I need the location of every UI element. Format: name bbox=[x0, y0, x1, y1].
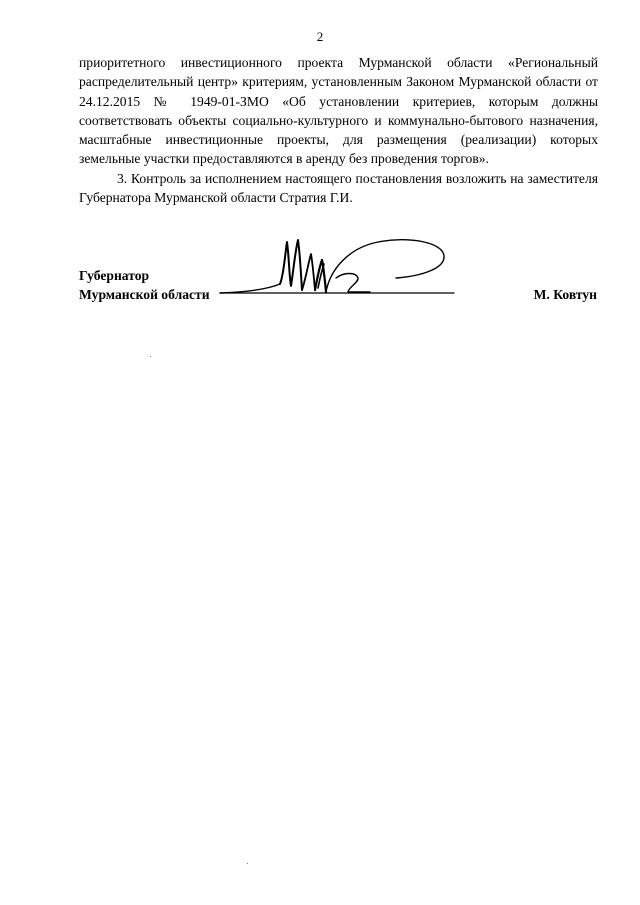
signer-name: М. Ковтун bbox=[533, 287, 597, 302]
scan-speck bbox=[150, 356, 151, 357]
page-number: 2 bbox=[316, 29, 324, 44]
signer-title-line-2: Мурманской области bbox=[79, 287, 210, 302]
handwritten-signature bbox=[218, 234, 468, 304]
signer-title-line-1: Губернатор bbox=[79, 268, 150, 283]
paragraph-continuation: приоритетного инвестиционного проекта Мурманской области «Региональный распределительный центр» критериям, установленным Законом Мурманской области от 24.12.2015 № 1949-01-ЗМО «Об установлении критериев, которым должны соответствовать объекты социально-культурного и коммунально-бытового назначения, масштабные инвестиционные проекты, для размещения (реализации) которых земельные участки предоставляются в аренду без проведения торгов». bbox=[79, 55, 598, 167]
document-body bbox=[79, 53, 598, 207]
paragraph-item-3: 3. Контроль за исполнением настоящего постановления возложить на заместителя Губернатора Мурманской области Стратия Г.И. bbox=[79, 170, 598, 206]
scan-speck bbox=[247, 863, 248, 864]
